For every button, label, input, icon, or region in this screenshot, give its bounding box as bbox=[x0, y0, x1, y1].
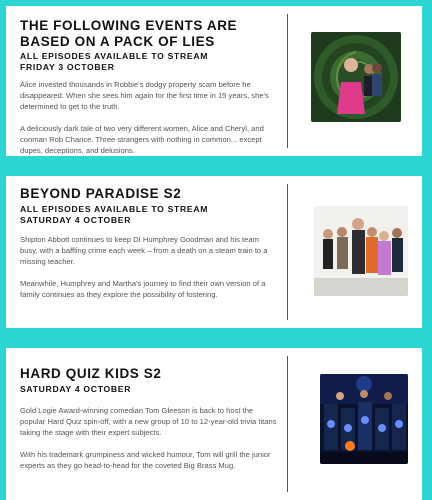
event-image[interactable] bbox=[311, 32, 401, 122]
event-description: Gold Logie Award-winning comedian Tom Gleeson is back to host the popular Hard Quiz spin-off, with a new group of 10 to 12-year-old trivia titans taking the stage with their expert subjects. bbox=[20, 406, 277, 438]
event-description: Shipton Abbott continues to keep DI Humphrey Goodman and his team busy, with a baffling crime each week – from a death on a steam train to a missing teacher. bbox=[20, 235, 268, 267]
event-image[interactable] bbox=[314, 206, 408, 296]
event-title: HARD QUIZ KIDS S2 bbox=[20, 366, 162, 381]
event-text bbox=[20, 18, 278, 156]
event-availability: ALL EPISODES AVAILABLE TO STREAM bbox=[20, 204, 209, 214]
event-availability: ALL EPISODES AVAILABLE TO STREAM bbox=[20, 51, 209, 61]
event-description: A deliciously dark tale of two very different women, Alice and Cheryl, and conman Rob Chance. Three strangers with nothing in common... except dupes, deceptions, and delusions. bbox=[20, 123, 264, 156]
event-text bbox=[20, 366, 278, 471]
event-card bbox=[6, 348, 422, 500]
divider bbox=[287, 184, 288, 320]
divider bbox=[287, 14, 288, 148]
event-description: Meanwhile, Humphrey and Martha's journey to find their own version of a family continues as they explore the possibility of fostering. bbox=[20, 278, 266, 299]
divider bbox=[287, 356, 288, 492]
event-title: THE FOLLOWING EVENTS ARE BASED ON A PACK OF LIES bbox=[20, 18, 238, 49]
event-card bbox=[6, 6, 422, 156]
event-description: Alice invested thousands in Robbie's dodgy property scam before he disappeared. When she sees him again for the first time in 15 years, she's determined to get to the truth. bbox=[20, 80, 269, 112]
event-date: SATURDAY 4 OCTOBER bbox=[20, 384, 132, 394]
event-card bbox=[6, 176, 422, 328]
event-title: BEYOND PARADISE S2 bbox=[20, 186, 182, 201]
event-date: SATURDAY 4 OCTOBER bbox=[20, 215, 132, 225]
event-description: With his trademark grumpiness and wicked humour, Tom will grill the junior experts as they go head-to-head for the coveted Big Brass Mug. bbox=[20, 449, 271, 470]
event-date: FRIDAY 3 OCTOBER bbox=[20, 62, 115, 72]
event-image[interactable] bbox=[320, 374, 408, 464]
event-text bbox=[20, 186, 278, 300]
